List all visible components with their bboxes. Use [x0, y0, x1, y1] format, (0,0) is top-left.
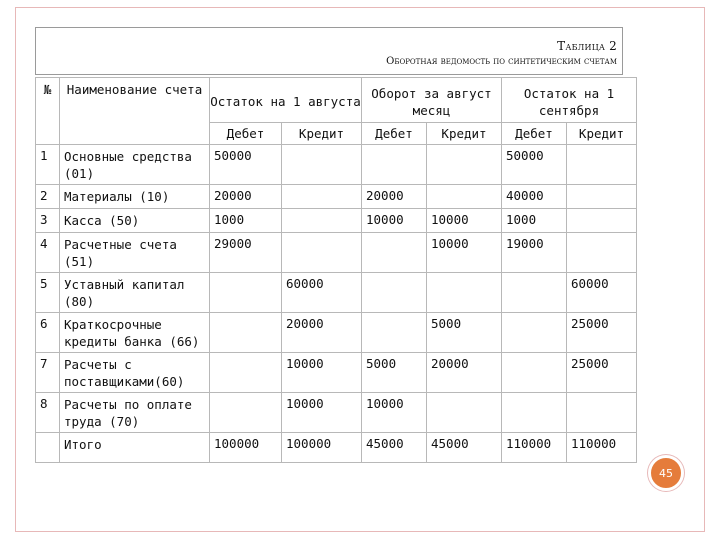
turnover-credit [427, 273, 502, 313]
turnover-debit-header: Дебет [362, 123, 427, 145]
total-opening-debit: 100000 [210, 433, 282, 463]
turnover-debit [362, 233, 427, 273]
account-name: Расчетные счета (51) [60, 233, 210, 273]
total-opening-credit: 100000 [282, 433, 362, 463]
table-title: Таблица 2 [557, 39, 617, 53]
col-no-header: № [36, 78, 60, 145]
closing-debit: 40000 [502, 185, 567, 209]
row-number: 6 [36, 313, 60, 353]
turnover-credit: 10000 [427, 209, 502, 233]
total-closing-debit: 110000 [502, 433, 567, 463]
closing-debit [502, 393, 567, 433]
turnover-credit [427, 145, 502, 185]
closing-balance-header: Остаток на 1 сентября [502, 78, 637, 123]
row-number: 7 [36, 353, 60, 393]
opening-credit [282, 233, 362, 273]
opening-debit [210, 313, 282, 353]
slide-number-badge: 45 [648, 455, 684, 491]
closing-debit: 19000 [502, 233, 567, 273]
closing-credit [567, 393, 637, 433]
opening-balance-header: Остаток на 1 августа [210, 78, 362, 123]
turnover-credit-header: Кредит [427, 123, 502, 145]
turnover-debit [362, 313, 427, 353]
table-row [36, 145, 637, 185]
turnover-credit: 5000 [427, 313, 502, 353]
closing-debit [502, 273, 567, 313]
total-turnover-debit: 45000 [362, 433, 427, 463]
table-row [36, 313, 637, 353]
table-row [36, 233, 637, 273]
turnover-debit: 10000 [362, 393, 427, 433]
turnover-debit: 20000 [362, 185, 427, 209]
closing-credit [567, 145, 637, 185]
row-number: 8 [36, 393, 60, 433]
total-turnover-credit: 45000 [427, 433, 502, 463]
opening-credit: 10000 [282, 393, 362, 433]
turnover-credit [427, 185, 502, 209]
total-closing-credit: 110000 [567, 433, 637, 463]
closing-credit-header: Кредит [567, 123, 637, 145]
closing-debit [502, 313, 567, 353]
turnover-credit: 20000 [427, 353, 502, 393]
opening-debit: 29000 [210, 233, 282, 273]
opening-debit-header: Дебет [210, 123, 282, 145]
closing-credit: 60000 [567, 273, 637, 313]
closing-credit [567, 209, 637, 233]
row-number: 4 [36, 233, 60, 273]
opening-credit: 20000 [282, 313, 362, 353]
closing-debit: 1000 [502, 209, 567, 233]
account-name: Касса (50) [60, 209, 210, 233]
opening-debit [210, 353, 282, 393]
closing-credit [567, 233, 637, 273]
account-name: Расчеты с поставщиками(60) [60, 353, 210, 393]
turnover-debit [362, 273, 427, 313]
account-name: Краткосрочные кредиты банка (66) [60, 313, 210, 353]
total-row [36, 433, 637, 463]
account-name: Расчеты по оплате труда (70) [60, 393, 210, 433]
turnover-credit: 10000 [427, 233, 502, 273]
turnover-header: Оборот за август месяц [362, 78, 502, 123]
opening-debit: 20000 [210, 185, 282, 209]
account-name: Материалы (10) [60, 185, 210, 209]
closing-credit [567, 185, 637, 209]
table-row [36, 273, 637, 313]
row-number: 2 [36, 185, 60, 209]
closing-debit [502, 353, 567, 393]
turnover-debit: 5000 [362, 353, 427, 393]
opening-credit [282, 209, 362, 233]
table-row [36, 353, 637, 393]
turnover-debit [362, 145, 427, 185]
opening-credit [282, 185, 362, 209]
turnover-debit: 10000 [362, 209, 427, 233]
total-no [36, 433, 60, 463]
opening-credit: 10000 [282, 353, 362, 393]
col-name-header: Наименование счета [60, 78, 210, 145]
opening-credit-header: Кредит [282, 123, 362, 145]
total-label: Итого [60, 433, 210, 463]
opening-debit [210, 393, 282, 433]
closing-debit-header: Дебет [502, 123, 567, 145]
opening-debit: 1000 [210, 209, 282, 233]
turnover-table [35, 77, 637, 463]
account-name: Уставный капитал (80) [60, 273, 210, 313]
closing-debit: 50000 [502, 145, 567, 185]
row-number: 5 [36, 273, 60, 313]
row-number: 3 [36, 209, 60, 233]
row-number: 1 [36, 145, 60, 185]
account-name: Основные средства (01) [60, 145, 210, 185]
table-row [36, 209, 637, 233]
closing-credit: 25000 [567, 313, 637, 353]
opening-debit [210, 273, 282, 313]
opening-credit [282, 145, 362, 185]
closing-credit: 25000 [567, 353, 637, 393]
table-subtitle: Оборотная ведомость по синтетическим счетам [386, 56, 617, 67]
table-row [36, 185, 637, 209]
opening-debit: 50000 [210, 145, 282, 185]
table-row [36, 393, 637, 433]
opening-credit: 60000 [282, 273, 362, 313]
turnover-credit [427, 393, 502, 433]
